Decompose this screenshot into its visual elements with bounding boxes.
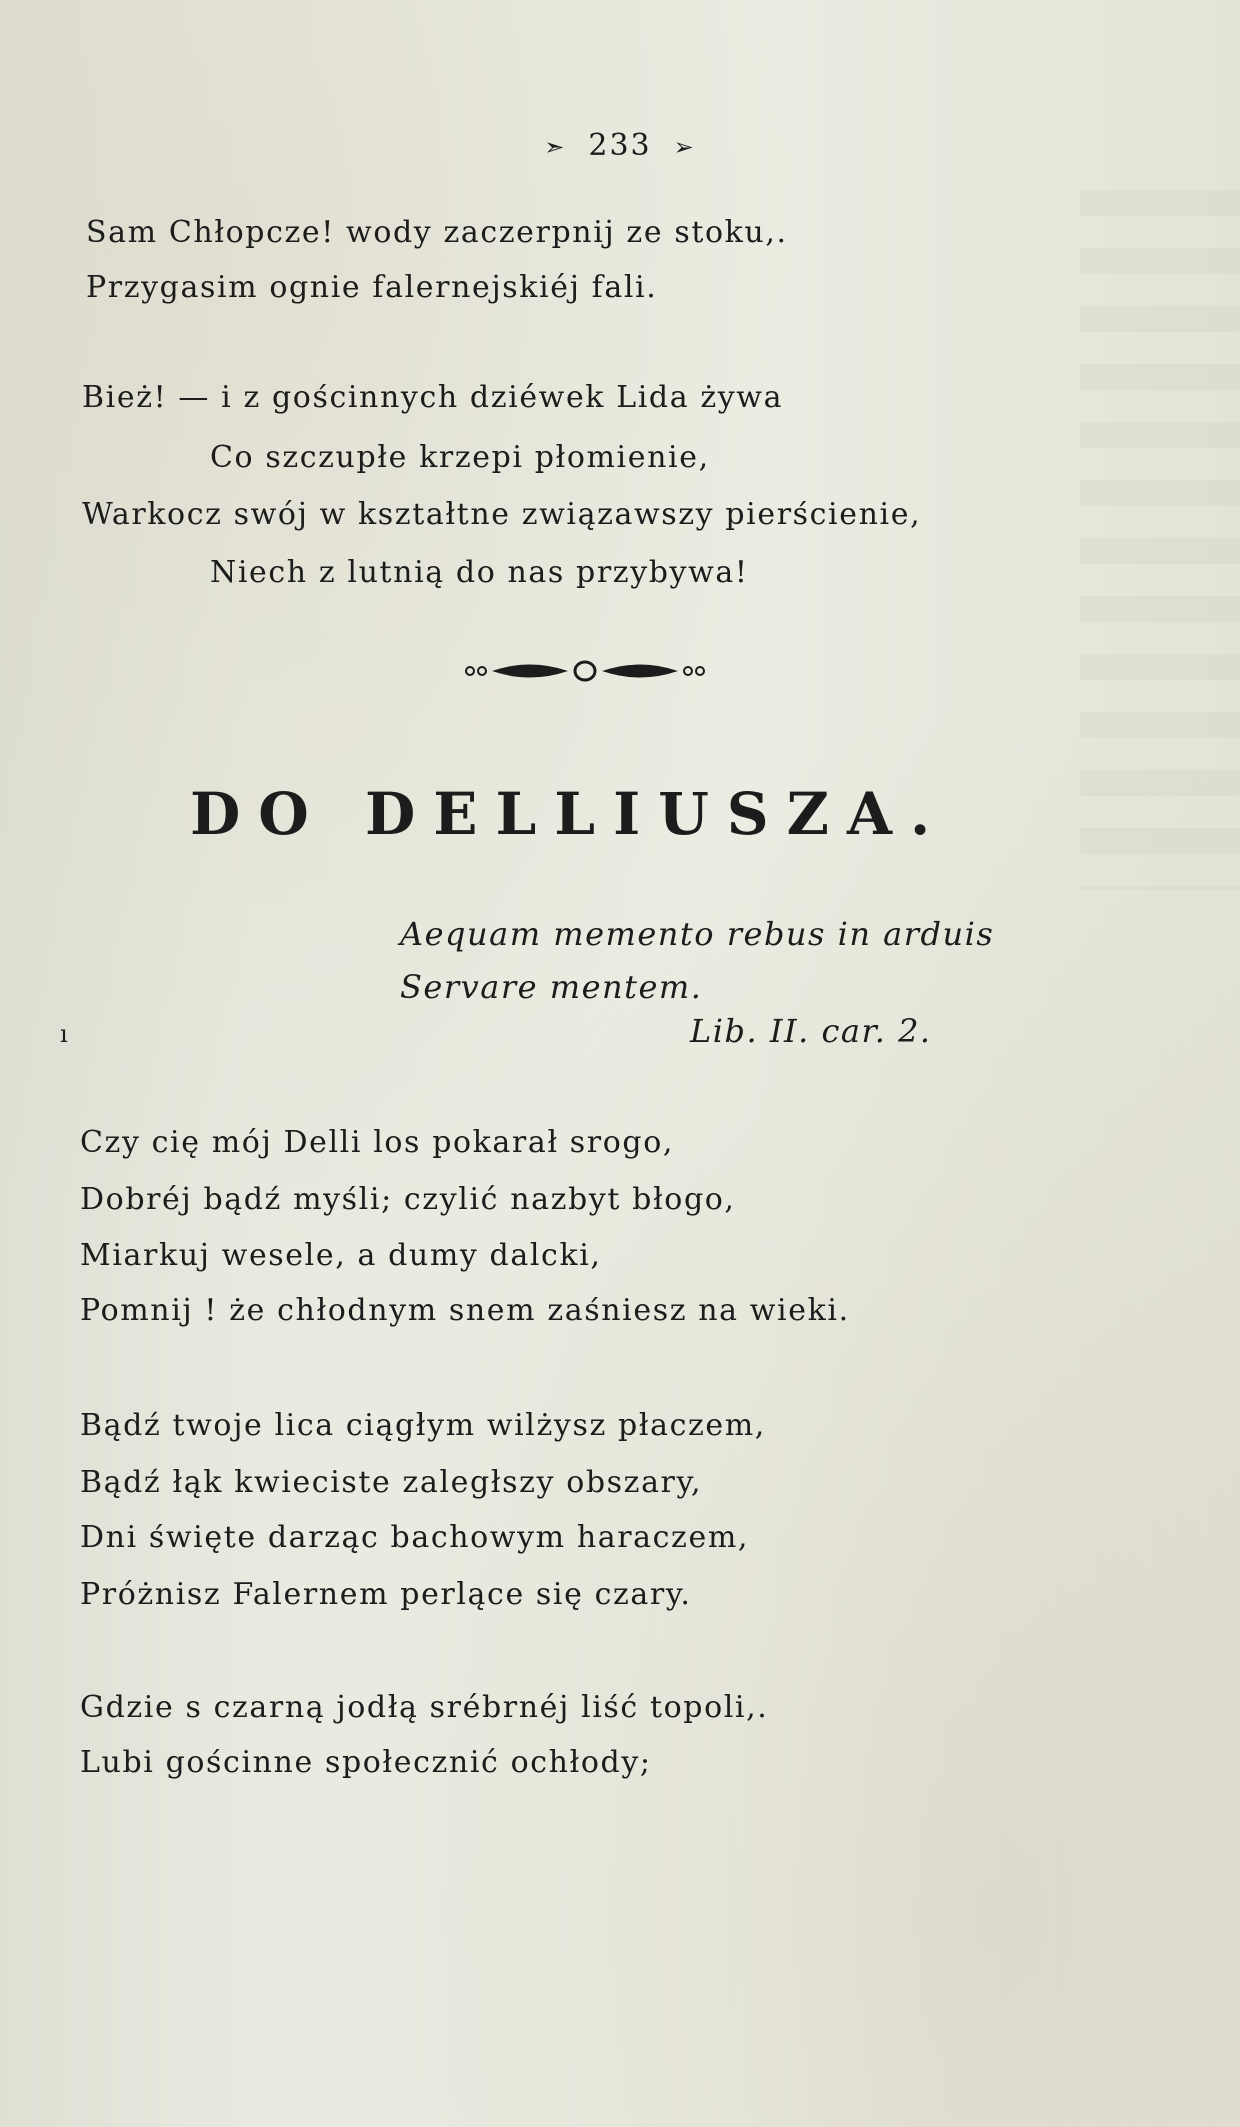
epigraph-source: Lib. II. car. 2. [690,1012,932,1050]
verse-line: Bądź łąk kwieciste zaległszy obszary, [80,1465,703,1500]
verse-line: Miarkuj wesele, a dumy dalcki, [80,1238,602,1273]
verse-line: Dni święte darząc bachowym haraczem, [80,1520,749,1555]
margin-mark: ı [60,1020,68,1048]
right-ornament-icon: ➢ [673,133,696,161]
page-number: 233 [588,128,652,163]
poem-title: DO DELLIUSZA. [190,780,949,848]
epigraph-line: Servare mentem. [400,968,703,1006]
stanza-line: Niech z lutnią do nas przybywa! [210,555,749,590]
stanza-line: Co szczupłe krzepi płomienie, [210,440,710,475]
stanza-line: Bież! — i z gościnnych dziéwek Lida żywa [82,380,784,415]
verse-line: Lubi gościnne społecznić ochłody; [80,1745,652,1780]
verse-line: Bądź twoje lica ciągłym wilżysz płaczem, [80,1408,766,1443]
page-header [0,128,1240,163]
verse-line: Gdzie s czarną jodłą srébrnéj liść topoli,. [80,1690,769,1725]
ornamental-divider [460,656,710,686]
verse-line: Czy cię mój Delli los pokarał srogo, [80,1125,675,1160]
verse-line: Próżnisz Falernem perlące się czary. [80,1577,692,1612]
left-ornament-icon: ➣ [544,133,567,161]
text-line: Przygasim ognie falernejskiéj fali. [86,270,658,305]
verse-line: Pomnij ! że chłodnym snem zaśniesz na wieki. [80,1293,850,1328]
show-through-text [1080,190,1240,890]
text-line: Sam Chłopcze! wody zaczerpnij ze stoku,. [86,215,788,250]
stanza-line: Warkocz swój w kształtne związawszy pierścienie, [82,497,922,532]
verse-line: Dobréj bądź myśli; czylić nazbyt błogo, [80,1182,736,1217]
epigraph-line: Aequam memento rebus in arduis [400,915,995,953]
